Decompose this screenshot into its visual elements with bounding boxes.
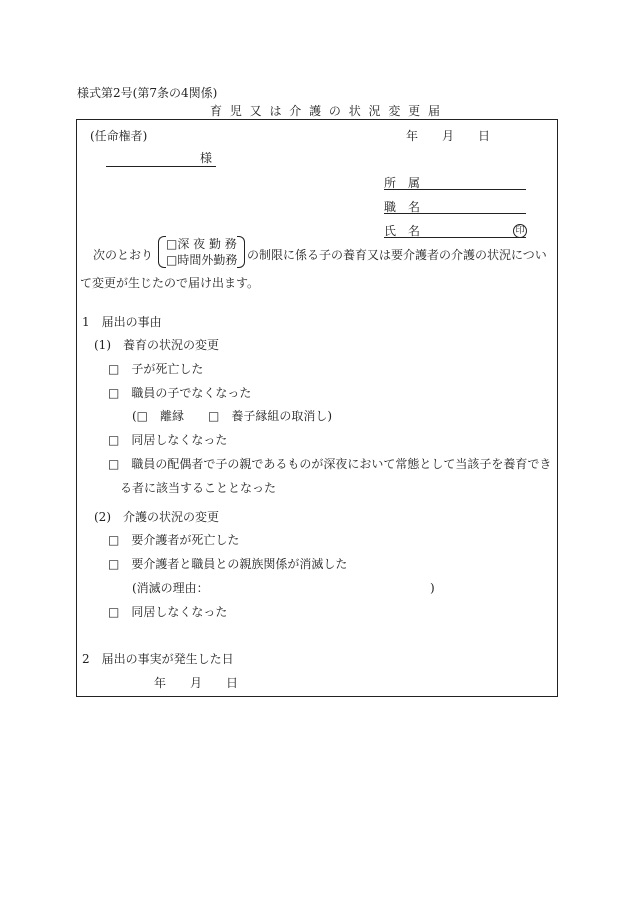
honorific-sama: 様 [200,151,213,165]
right-bracket [237,236,245,268]
sub1-item-spouse: □ 職員の配偶者で子の親であるものが深夜において常態として当該子を養育でき [108,457,552,471]
option-night-work: □深 夜 勤 務 [166,237,237,251]
name-line [384,237,526,238]
sub2-item-relation-ended: □ 要介護者と職員との親族関係が消滅した [108,557,348,571]
name-label: 氏 名 [384,224,421,238]
form-number: 様式第2号(第7条の4関係) [77,86,218,100]
sub1-item-no-cohabitation: □ 同居しなくなった [108,433,228,447]
addressee-name-line [106,166,216,167]
intro-before: 次のとおり [93,248,154,262]
sub2-reason-label: (消滅の理由： [132,581,209,595]
sub1-item-child-died: □ 子が死亡した [108,362,204,376]
affiliation-label: 所 属 [384,176,421,190]
sub1-heading: (1) 養育の状況の変更 [94,338,219,352]
intro-after: の制限に係る子の養育又は要介護者の介護の状況につい [247,248,547,262]
intro-line2: て変更が生じたので届け出ます。 [80,276,260,290]
seal-mark: 印 [513,224,527,238]
sub2-item-no-cohabitation: □ 同居しなくなった [108,605,228,619]
sub2-heading: (2) 介護の状況の変更 [94,510,219,524]
sub2-item-care-died: □ 要介護者が死亡した [108,533,240,547]
sub1-item-no-longer-child: □ 職員の子でなくなった [108,386,252,400]
position-label: 職 名 [384,200,421,214]
document-title: 育 児 又 は 介 護 の 状 況 変 更 届 [210,104,442,118]
submission-date: 年 月 日 [406,129,491,143]
option-overtime-work: □時間外勤務 [166,253,238,267]
affiliation-line [384,189,526,190]
section1-heading: 1 届出の事由 [82,315,162,329]
sub1-item-detail: (□ 離縁 □ 養子縁組の取消し) [132,409,333,423]
left-bracket [158,236,166,268]
section2-date: 年 月 日 [154,676,239,690]
sub1-item-spouse-cont: る者に該当することとなった [120,481,277,495]
position-line [384,213,526,214]
section2-heading: 2 届出の事実が発生した日 [82,652,234,666]
addressee-role: (任命権者) [90,129,148,143]
sub2-reason-close: ) [430,581,435,595]
